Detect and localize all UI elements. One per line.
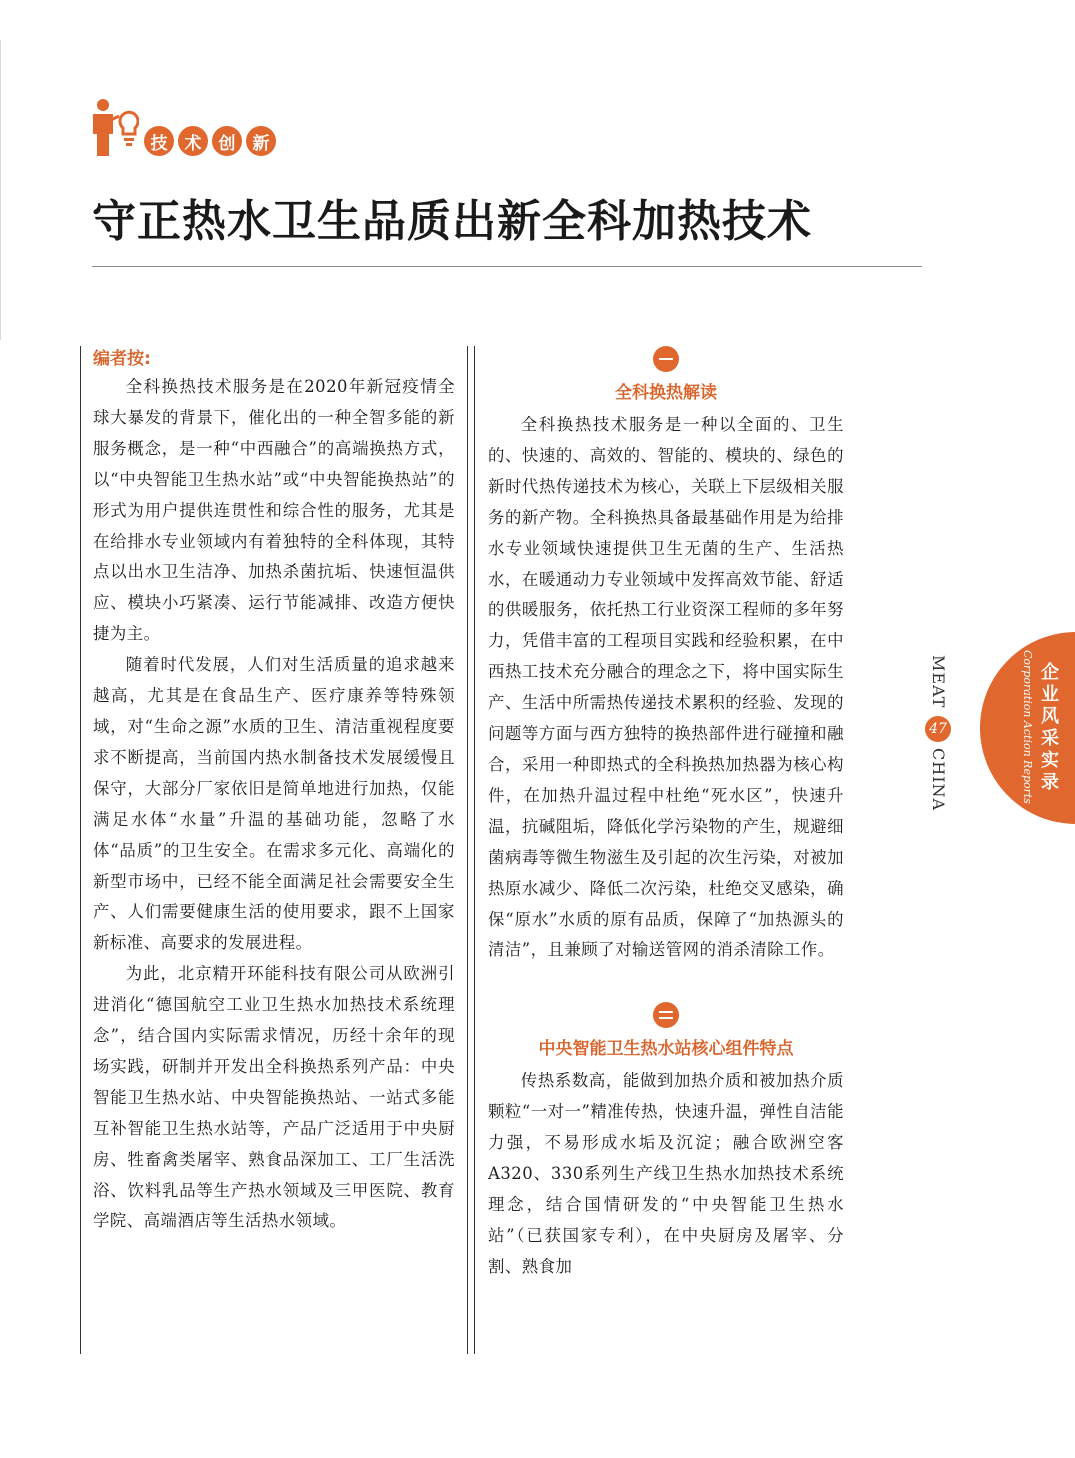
title-divider xyxy=(92,266,922,267)
editor-note-label: 编者按: xyxy=(93,349,151,369)
magazine-name-top: MEAT xyxy=(929,655,948,709)
magazine-name-bottom: CHINA xyxy=(929,748,948,812)
side-tab-chinese-label: 企业风采实录 xyxy=(1041,662,1059,793)
category-badge: 技 xyxy=(144,126,174,156)
section-one-text: 全科换热技术服务是一种以全面的、卫生的、快速的、高效的、智能的、模块的、绿色的新时代热传递技术为核心，关联上下层级相关服务的新产物。全科换热具备最基础作用是为给排水专业领域快速提供卫生无菌的生产、生活热水，在暖通动力专业领域中发挥高效节能、舒适的供暖服务，依托热工行业资深工程师的多年努力，凭借丰富的工程项目实践和经验积累，在中西热工技术充分融合的理念之下，将中国实际生产、生活中所需热传递技术累积的经验、发现的问题等方面与西方独特的换热部件进行碰撞和融合，采用一种即热式的全科换热加热器为核心构件，在加热升温过程中杜绝“死水区”，快速升温，抗碱阻垢，降低化学污染物的产生，规避细菌病毒等微生物滋生及引起的次生污染，对被加热原水减少、降低二次污染，杜绝交叉感染，确保“原水”水质的原有品质，保障了“加热源头的清洁”，且兼顾了对输送管网的消杀清除工作。 xyxy=(488,415,844,960)
section-two-title: 中央智能卫生热水站核心组件特点 xyxy=(538,1039,794,1060)
section-one-title: 全科换热解读 xyxy=(615,383,717,403)
category-badge: 新 xyxy=(246,126,276,156)
section-one-number-icon xyxy=(653,346,679,372)
editor-paragraph: 随着时代发展，人们对生活质量的追求越来越高，尤其是在食品生产、医疗康养等特殊领域，对“生命之源”水质的卫生、清洁重视程度要求不断提高，当前国内热水制备技术发展缓慢且保守，大部分厂家依旧是简单地进行加热，仅能满足水体“水量”升温的基础功能，忽略了水体“品质”的卫生安全。在需求多元化、高端化的新型市场中，已经不能全面满足社会需要安全生产、人们需要健康生活的使用要求，跟不上国家新标准、高要求的发展进程。 xyxy=(93,655,455,953)
editor-paragraph: 全科换热技术服务是在2020年新冠疫情全球大暴发的背景下，催化出的一种全智多能的新服务概念，是一种“中西融合”的高端换热方式，以“中央智能卫生热水站”或“中央智能换热站”的形式为用户提供连贯性和综合性的服务，尤其是在给排水专业领域内有着独特的全科体现，其特点以出水卫生洁净、加热杀菌抗垢、快速恒温供应、模块小巧紧凑、运行节能减排、改造方便快捷为主。 xyxy=(93,377,455,644)
page-spine xyxy=(0,40,5,340)
left-column xyxy=(80,346,468,1354)
section-two-number-icon xyxy=(653,1002,679,1028)
person-lightbulb-icon xyxy=(91,98,139,160)
editor-paragraph: 为此，北京精开环能科技有限公司从欧洲引进消化“德国航空工业卫生热水加热技术系统理念”，结合国内实际需求情况，历经十余年的现场实践，研制并开发出全科换热系列产品：中央智能卫生热水站、中央智能换热站、一站式多能互补智能卫生热水站等，产品广泛适用于中央厨房、牲畜禽类屠宰、熟食品深加工、工厂生活洗浴、饮料乳品等生产热水领域及三甲医院、教育学院、高端酒店等生活热水领域。 xyxy=(93,964,455,1231)
category-badges xyxy=(144,126,276,156)
category-badge: 创 xyxy=(212,126,242,156)
page-title: 守正热水卫生品质出新全科加热技术 xyxy=(92,196,812,247)
right-column xyxy=(474,346,854,1354)
page-number: 47 xyxy=(925,716,951,742)
category-badge: 术 xyxy=(178,126,208,156)
side-tab-english-label: Corporation Action Reports xyxy=(1021,650,1034,804)
section-two-text: 传热系数高，能做到加热介质和被加热介质颗粒“一对一”精准传热，快速升温，弹性自洁能力强，不易形成水垢及沉淀；融合欧洲空客A320、330系列生产线卫生热水加热技术系统理念，结合国情研发的“中央智能卫生热水站”（已获国家专利），在中央厨房及屠宰、分割、熟食加 xyxy=(488,1071,844,1276)
